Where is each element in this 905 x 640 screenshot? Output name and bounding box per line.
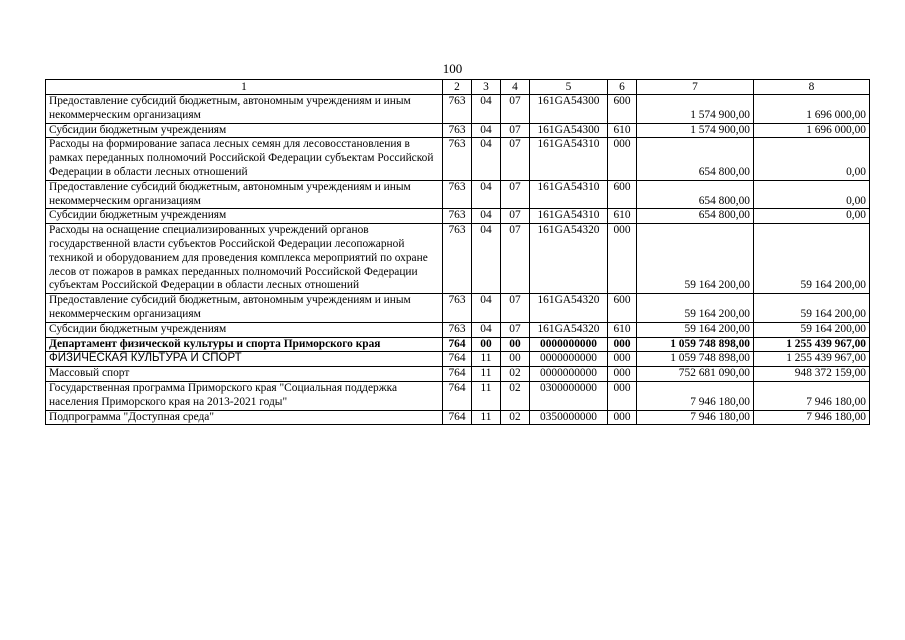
row-target-code-cell: 161GA54320 — [530, 294, 608, 323]
row-target-code-cell: 161GA54320 — [530, 224, 608, 294]
row-amount-1-cell: 1 574 900,00 — [637, 123, 754, 138]
row-expense-type-cell: 600 — [608, 180, 637, 209]
row-subsection-cell: 02 — [501, 410, 530, 425]
column-header: 8 — [754, 80, 870, 95]
row-name-cell: Предоставление субсидий бюджетным, автономным учреждениям и иным некоммерческим организациям — [46, 95, 443, 124]
row-expense-type-cell: 610 — [608, 209, 637, 224]
table-row — [46, 224, 870, 294]
row-section-cell: 04 — [472, 294, 501, 323]
row-amount-2-cell: 7 946 180,00 — [754, 381, 870, 410]
table-row — [46, 367, 870, 382]
row-name-cell: Массовый спорт — [46, 367, 443, 382]
row-amount-2-cell: 1 255 439 967,00 — [754, 352, 870, 367]
row-section-cell: 00 — [472, 337, 501, 352]
column-header: 1 — [46, 80, 443, 95]
row-target-code-cell: 161GA54310 — [530, 138, 608, 180]
row-subsection-cell: 02 — [501, 367, 530, 382]
row-section-cell: 04 — [472, 209, 501, 224]
row-target-code-cell: 161GA54300 — [530, 123, 608, 138]
table-row — [46, 410, 870, 425]
row-name-cell: Расходы на формирование запаса лесных семян для лесовосстановления в рамках переданных полномочий Российской Федерации субъектам Российской Федерации в области лесных отношений — [46, 138, 443, 180]
row-name-cell: Предоставление субсидий бюджетным, автономным учреждениям и иным некоммерческим организациям — [46, 294, 443, 323]
row-expense-type-cell: 610 — [608, 322, 637, 337]
row-section-cell: 04 — [472, 138, 501, 180]
row-expense-type-cell: 000 — [608, 138, 637, 180]
row-section-cell: 11 — [472, 410, 501, 425]
row-subsection-cell: 07 — [501, 224, 530, 294]
row-name-cell: Подпрограмма "Доступная среда" — [46, 410, 443, 425]
row-subsection-cell: 07 — [501, 95, 530, 124]
row-amount-1-cell: 654 800,00 — [637, 209, 754, 224]
row-subsection-cell: 07 — [501, 322, 530, 337]
row-admin-code-cell: 764 — [443, 381, 472, 410]
row-amount-2-cell: 59 164 200,00 — [754, 322, 870, 337]
row-target-code-cell: 161GA54310 — [530, 180, 608, 209]
row-admin-code-cell: 764 — [443, 337, 472, 352]
table-row — [46, 123, 870, 138]
row-amount-2-cell: 0,00 — [754, 138, 870, 180]
column-header: 6 — [608, 80, 637, 95]
row-amount-1-cell: 654 800,00 — [637, 138, 754, 180]
table-row — [46, 352, 870, 367]
row-amount-1-cell: 654 800,00 — [637, 180, 754, 209]
row-section-cell: 04 — [472, 95, 501, 124]
row-target-code-cell: 0300000000 — [530, 381, 608, 410]
table-row — [46, 294, 870, 323]
row-amount-2-cell: 0,00 — [754, 180, 870, 209]
row-admin-code-cell: 763 — [443, 180, 472, 209]
row-target-code-cell: 0000000000 — [530, 352, 608, 367]
column-header: 5 — [530, 80, 608, 95]
row-expense-type-cell: 000 — [608, 381, 637, 410]
row-amount-1-cell: 59 164 200,00 — [637, 294, 754, 323]
row-section-cell: 04 — [472, 224, 501, 294]
page-number: 100 — [442, 61, 463, 76]
row-amount-1-cell: 1 574 900,00 — [637, 95, 754, 124]
row-amount-1-cell: 59 164 200,00 — [637, 322, 754, 337]
row-amount-2-cell: 1 696 000,00 — [754, 123, 870, 138]
row-name-cell: ФИЗИЧЕСКАЯ КУЛЬТУРА И СПОРТ — [46, 352, 443, 367]
row-expense-type-cell: 000 — [608, 410, 637, 425]
row-amount-1-cell: 1 059 748 898,00 — [637, 337, 754, 352]
table-row — [46, 95, 870, 124]
row-subsection-cell: 00 — [501, 337, 530, 352]
row-admin-code-cell: 763 — [443, 209, 472, 224]
row-expense-type-cell: 000 — [608, 367, 637, 382]
table-row — [46, 180, 870, 209]
row-admin-code-cell: 763 — [443, 123, 472, 138]
row-amount-1-cell: 59 164 200,00 — [637, 224, 754, 294]
row-target-code-cell: 161GA54310 — [530, 209, 608, 224]
row-target-code-cell: 0000000000 — [530, 337, 608, 352]
row-name-cell: Субсидии бюджетным учреждениям — [46, 123, 443, 138]
row-section-cell: 04 — [472, 123, 501, 138]
row-subsection-cell: 00 — [501, 352, 530, 367]
row-expense-type-cell: 600 — [608, 95, 637, 124]
row-section-cell: 04 — [472, 322, 501, 337]
row-name-cell: Департамент физической культуры и спорта Приморского края — [46, 337, 443, 352]
row-subsection-cell: 02 — [501, 381, 530, 410]
row-admin-code-cell: 763 — [443, 95, 472, 124]
row-expense-type-cell: 000 — [608, 224, 637, 294]
column-header: 2 — [443, 80, 472, 95]
row-name-cell: Предоставление субсидий бюджетным, автономным учреждениям и иным некоммерческим организациям — [46, 180, 443, 209]
row-name-cell: Субсидии бюджетным учреждениям — [46, 209, 443, 224]
row-admin-code-cell: 763 — [443, 224, 472, 294]
row-amount-2-cell: 7 946 180,00 — [754, 410, 870, 425]
row-section-cell: 04 — [472, 180, 501, 209]
row-name-cell: Государственная программа Приморского края "Социальная поддержка населения Приморского края на 2013-2021 годы" — [46, 381, 443, 410]
row-target-code-cell: 0350000000 — [530, 410, 608, 425]
row-subsection-cell: 07 — [501, 294, 530, 323]
header-row — [46, 80, 870, 95]
row-admin-code-cell: 763 — [443, 138, 472, 180]
row-amount-2-cell: 1 255 439 967,00 — [754, 337, 870, 352]
row-target-code-cell: 161GA54300 — [530, 95, 608, 124]
row-subsection-cell: 07 — [501, 138, 530, 180]
row-section-cell: 11 — [472, 352, 501, 367]
row-amount-2-cell: 59 164 200,00 — [754, 224, 870, 294]
row-name-cell: Расходы на оснащение специализированных учреждений органов государственной власти субъектов Российской Федерации лесопожарной техникой и оборудованием для проведения комплекса мероприятий по охране лесов от пожаров в рамках переданных полномочий Российской Федерации субъектам Российской Федерации в области лесных отношений — [46, 224, 443, 294]
row-subsection-cell: 07 — [501, 180, 530, 209]
row-admin-code-cell: 764 — [443, 367, 472, 382]
row-amount-1-cell: 7 946 180,00 — [637, 381, 754, 410]
budget-table — [45, 79, 870, 425]
row-amount-2-cell: 59 164 200,00 — [754, 294, 870, 323]
row-target-code-cell: 0000000000 — [530, 367, 608, 382]
row-expense-type-cell: 610 — [608, 123, 637, 138]
table-row — [46, 322, 870, 337]
row-admin-code-cell: 763 — [443, 294, 472, 323]
row-amount-2-cell: 948 372 159,00 — [754, 367, 870, 382]
table-row — [46, 138, 870, 180]
row-section-cell: 11 — [472, 367, 501, 382]
table-row — [46, 209, 870, 224]
row-amount-1-cell: 1 059 748 898,00 — [637, 352, 754, 367]
row-amount-1-cell: 7 946 180,00 — [637, 410, 754, 425]
row-section-cell: 11 — [472, 381, 501, 410]
row-expense-type-cell: 000 — [608, 337, 637, 352]
table-row — [46, 337, 870, 352]
row-expense-type-cell: 000 — [608, 352, 637, 367]
row-amount-1-cell: 752 681 090,00 — [637, 367, 754, 382]
row-subsection-cell: 07 — [501, 209, 530, 224]
row-admin-code-cell: 763 — [443, 322, 472, 337]
row-expense-type-cell: 600 — [608, 294, 637, 323]
table-row — [46, 381, 870, 410]
row-admin-code-cell: 764 — [443, 410, 472, 425]
row-admin-code-cell: 764 — [443, 352, 472, 367]
row-target-code-cell: 161GA54320 — [530, 322, 608, 337]
column-header: 4 — [501, 80, 530, 95]
row-amount-2-cell: 0,00 — [754, 209, 870, 224]
row-subsection-cell: 07 — [501, 123, 530, 138]
row-amount-2-cell: 1 696 000,00 — [754, 95, 870, 124]
column-header: 7 — [637, 80, 754, 95]
column-header: 3 — [472, 80, 501, 95]
row-name-cell: Субсидии бюджетным учреждениям — [46, 322, 443, 337]
